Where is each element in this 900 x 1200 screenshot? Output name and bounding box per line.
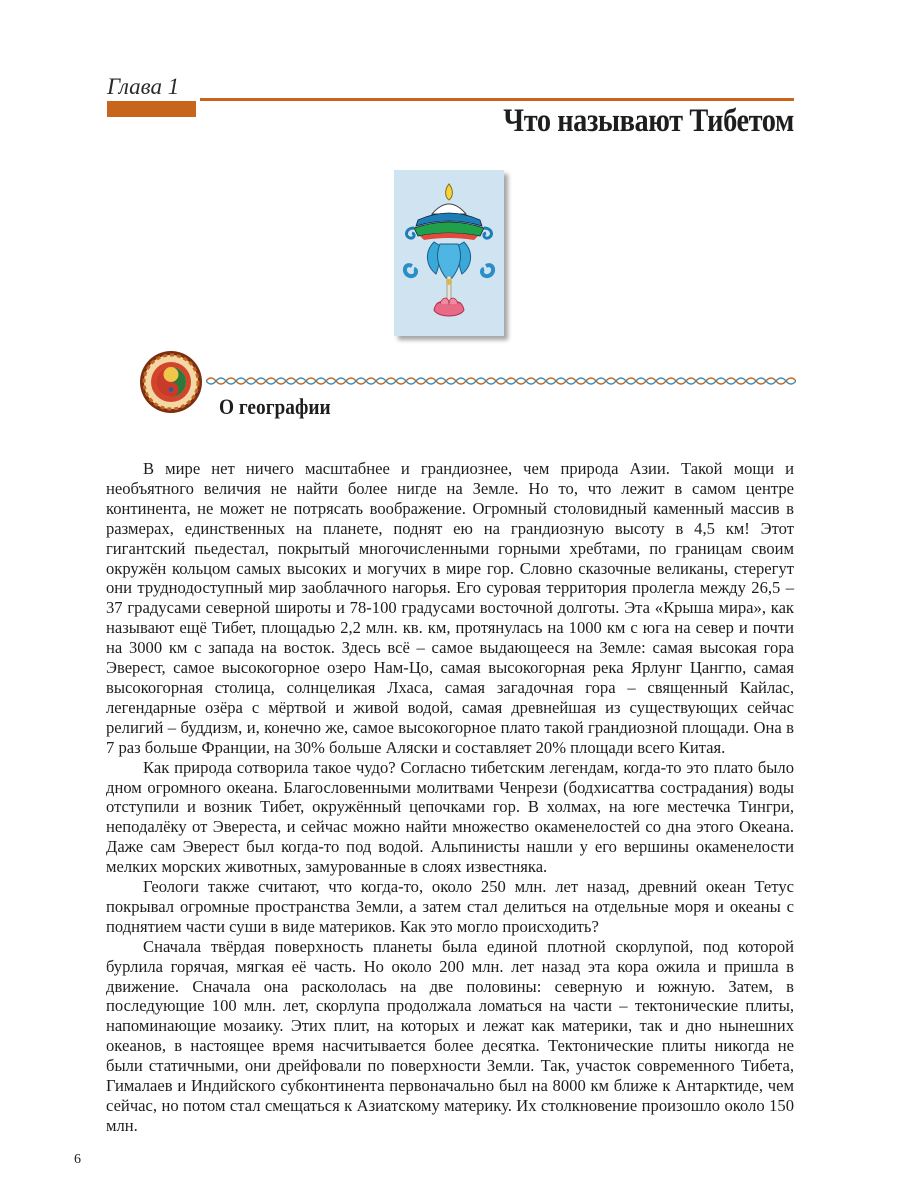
paragraph: Как природа сотворила такое чудо? Согласно тибетским легендам, когда-то это плато было дном огромного океана. Благословенными молитвами Ченрези (бодхисаттва сострадания) воды отступили и возник Тибет, окружённый цепочками гор. В холмах, на юге местечка Тингри, неподалёку от Эвереста, и сейчас можно найти множество окаменелостей со дна этого Океана. Даже сам Эверест был когда-то под водой. Альпинисты нашли у его вершины окаменелости мелких морских животных, замурованные в слоях известняка. (106, 757, 794, 877)
chapter-title: Что называют Тибетом (503, 103, 794, 139)
chapter-label: Глава 1 (107, 74, 180, 99)
mandala-icon (139, 350, 203, 414)
paragraph: Геологи также считают, что когда-то, около 250 млн. лет назад, древний океан Тетус покрывал огромные пространства Земли, а затем стал делиться на отдельные моря и океаны с поднятием части суши в виде материков. Как это могло происходить? (106, 877, 794, 936)
parasol-emblem-icon (394, 170, 504, 336)
chapter-block (107, 101, 196, 117)
page-number: 6 (74, 1152, 81, 1167)
paragraph: Сначала твёрдая поверхность планеты была единой плотной скорлупой, под которой бурлила горячая, мягкая её часть. Но около 200 млн. лет назад эта кора ожила и пришла в движение. Сначала она раскололась на две половины: северную и южную. Затем, в последующие 100 млн. лет, скорлупа продолжала ломаться на части – тектонические плиты, напоминающие мозаику. Этих плит, на которых и лежат как материки, так и дно нынешних океанов, в настоящее время насчитывается более десятка. Тектонические плиты никогда не были статичными, они дрейфовали по поверхности Земли. Так, участок современного Тибета, Гималаев и Индийского субконтинента первоначально был на 8000 км ближе к Антарктиде, чем сейчас, но потом стал смещаться к Азиатскому материку. Их столкновение произошло около 150 млн. (106, 936, 794, 1135)
chapter-rule (200, 98, 794, 101)
section-title: О географии (219, 394, 331, 419)
body-text (106, 459, 794, 1136)
emblem-card (394, 170, 504, 336)
paragraph: В мире нет ничего масштабнее и грандиознее, чем природа Азии. Такой мощи и необъятного величия не найти более нигде на Земле. Но то, что лежит в самом центре континента, не может не потрясать воображение. Огромный столовидный каменный массив в размерах, единственных на планете, поднят ею на грандиозную высоту в 4,5 км! Этот гигантский пьедестал, покрытый многочисленными горными хребтами, по границам своим окружён кольцом самых высоких и могучих в мире гор. Словно сказочные великаны, стерегут они труднодоступный мир заоблачного нагорья. Его суровая территория пролегла между 26,5 – 37 градусами северной широты и 78-100 градусами восточной долготы. Эта «Крыша мира», как называют ещё Тибет, площадью 2,2 млн. кв. км, протянулась на 1000 км с юга на север и почти на 3000 км с запада на восток. Здесь всё – самое выдающееся на Земле: самая высокая гора Эверест, самое высокогорное озеро Нам-Цо, самая высокогорная река Ярлунг Цангпо, самая высокогорная столица, солнцеликая Лхаса, самая загадочная гора – священный Кайлас, легендарные озёра с мёртвой и живой водой, самая древнейшая из существующих сейчас религий – буддизм, и, конечно же, самое высокогорное плато такой грандиозной площади. Она в 7 раз больше Франции, на 30% больше Аляски и составляет 20% площади всего Китая. (106, 459, 794, 757)
dna-divider (206, 375, 796, 387)
